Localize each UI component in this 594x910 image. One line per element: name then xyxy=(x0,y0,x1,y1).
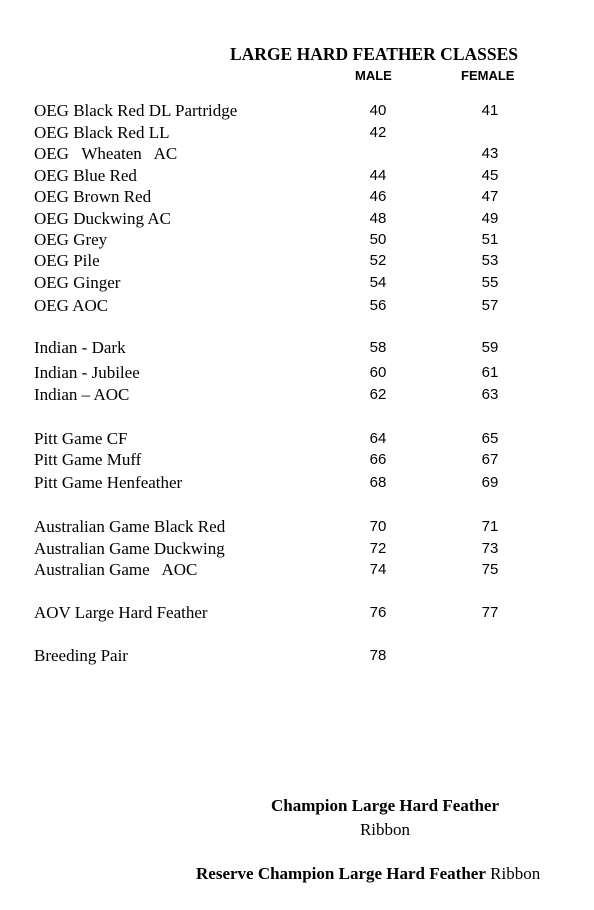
champion-award xyxy=(271,794,499,842)
champion-ribbon: Ribbon xyxy=(359,820,411,839)
class-row xyxy=(0,517,594,537)
class-row xyxy=(0,209,594,229)
page-title: LARGE HARD FEATHER CLASSES xyxy=(230,44,518,64)
class-row xyxy=(0,450,594,470)
class-row xyxy=(0,273,594,293)
female-class-number: 69 xyxy=(481,474,499,491)
male-class-number: 48 xyxy=(369,210,387,227)
male-class-number: 50 xyxy=(369,231,387,248)
male-class-number: 60 xyxy=(369,364,387,381)
female-class-number: 61 xyxy=(481,364,499,381)
class-row xyxy=(0,166,594,186)
class-row xyxy=(0,560,594,580)
male-class-number: 42 xyxy=(369,124,387,141)
female-class-number: 57 xyxy=(481,297,499,314)
class-name: AOV Large Hard Feather xyxy=(34,603,208,622)
class-row xyxy=(0,123,594,143)
male-class-number: 58 xyxy=(369,339,387,356)
class-row xyxy=(0,251,594,271)
male-class-number: 44 xyxy=(369,167,387,184)
female-class-number: 59 xyxy=(481,339,499,356)
male-class-number: 70 xyxy=(369,518,387,535)
female-class-number: 47 xyxy=(481,188,499,205)
male-class-number: 56 xyxy=(369,297,387,314)
male-class-number: 76 xyxy=(369,604,387,621)
male-class-number: 78 xyxy=(369,647,387,664)
class-row xyxy=(0,187,594,207)
class-name: Pitt Game Henfeather xyxy=(34,473,183,492)
class-name: OEG Brown Red xyxy=(34,187,152,206)
female-class-number: 55 xyxy=(481,274,499,291)
class-row xyxy=(0,473,594,493)
female-class-number: 73 xyxy=(481,540,499,557)
female-class-number: 63 xyxy=(481,386,499,403)
reserve-champion-title: Reserve Champion Large Hard Feather xyxy=(196,864,486,883)
class-name: OEG Ginger xyxy=(34,273,121,292)
reserve-champion-ribbon: Ribbon xyxy=(490,864,541,883)
class-row xyxy=(0,363,594,383)
class-row xyxy=(0,101,594,121)
class-name: OEG Pile xyxy=(34,251,100,270)
female-class-number: 41 xyxy=(481,102,499,119)
class-name: OEG Blue Red xyxy=(34,166,137,185)
female-class-number: 65 xyxy=(481,430,499,447)
class-row xyxy=(0,385,594,405)
male-column-header: MALE xyxy=(355,68,392,83)
reserve-champion-award xyxy=(196,863,540,885)
class-row xyxy=(0,338,594,358)
class-name: Breeding Pair xyxy=(34,646,128,665)
class-row xyxy=(0,230,594,250)
class-row xyxy=(0,646,594,666)
male-class-number: 64 xyxy=(369,430,387,447)
class-name: Australian Game Black Red xyxy=(34,517,226,536)
female-class-number: 51 xyxy=(481,231,499,248)
female-class-number: 43 xyxy=(481,145,499,162)
class-row xyxy=(0,296,594,316)
female-class-number: 49 xyxy=(481,210,499,227)
female-class-number: 75 xyxy=(481,561,499,578)
class-row xyxy=(0,603,594,623)
champion-title: Champion Large Hard Feather xyxy=(270,796,500,815)
class-name: OEG AOC xyxy=(34,296,109,315)
male-class-number: 46 xyxy=(369,188,387,205)
class-row xyxy=(0,429,594,449)
class-name: OEG Grey xyxy=(34,230,108,249)
class-name: Indian – AOC xyxy=(34,385,130,404)
male-class-number: 74 xyxy=(369,561,387,578)
class-name: Pitt Game Muff xyxy=(34,450,142,469)
class-name: OEG Black Red LL xyxy=(34,123,170,142)
female-class-number: 53 xyxy=(481,252,499,269)
class-name: Indian - Dark xyxy=(34,338,126,357)
class-name: Australian Game Duckwing xyxy=(34,539,225,558)
class-name: Indian - Jubilee xyxy=(34,363,140,382)
female-class-number: 67 xyxy=(481,451,499,468)
male-class-number: 66 xyxy=(369,451,387,468)
class-row xyxy=(0,144,594,164)
female-column-header: FEMALE xyxy=(461,68,515,83)
male-class-number: 72 xyxy=(369,540,387,557)
male-class-number: 40 xyxy=(369,102,387,119)
male-class-number: 62 xyxy=(369,386,387,403)
male-class-number: 54 xyxy=(369,274,387,291)
class-name: Australian Game AOC xyxy=(34,560,198,579)
class-name: OEG Duckwing AC xyxy=(34,209,171,228)
class-name: Pitt Game CF xyxy=(34,429,128,448)
female-class-number: 77 xyxy=(481,604,499,621)
class-row xyxy=(0,539,594,559)
female-class-number: 45 xyxy=(481,167,499,184)
class-name: OEG Wheaten AC xyxy=(34,144,178,163)
female-class-number: 71 xyxy=(481,518,499,535)
male-class-number: 68 xyxy=(369,474,387,491)
male-class-number: 52 xyxy=(369,252,387,269)
class-name: OEG Black Red DL Partridge xyxy=(34,101,238,120)
